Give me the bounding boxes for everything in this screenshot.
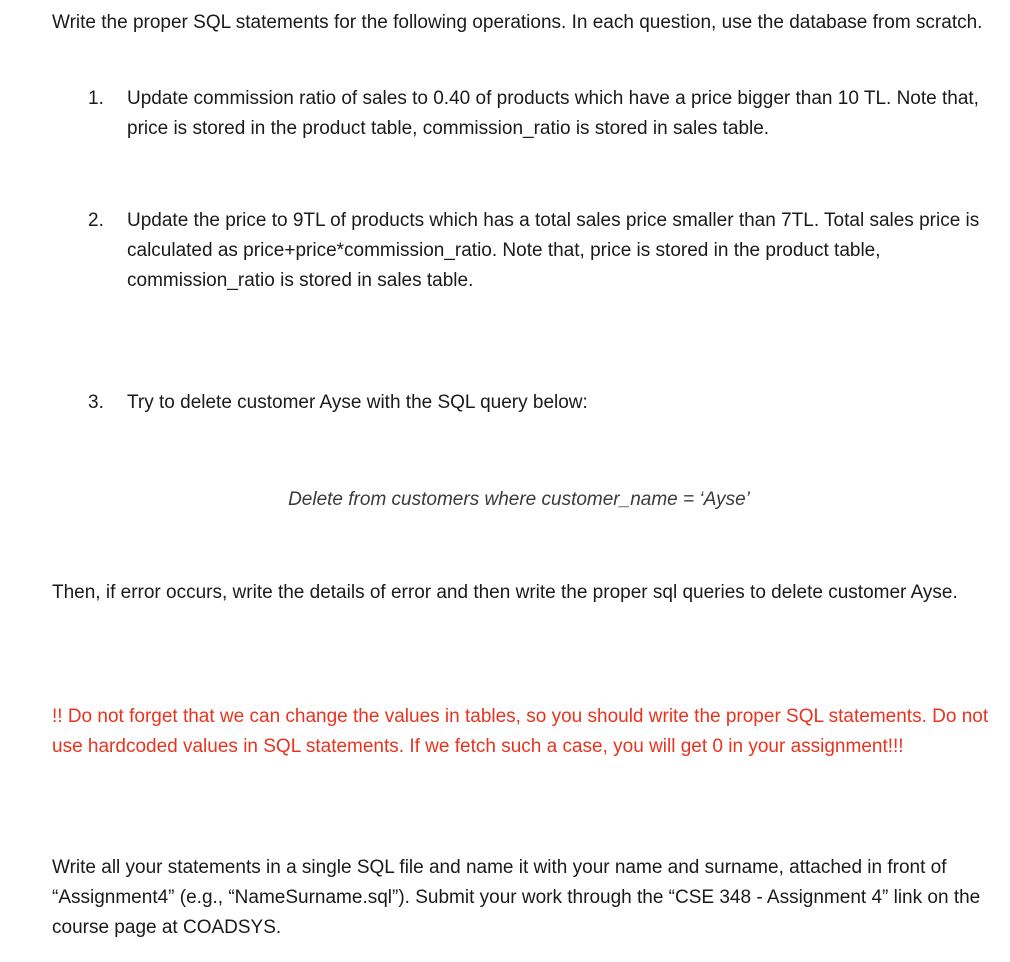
question-3-text: Try to delete customer Ayse with the SQL query below: (127, 392, 588, 413)
question-3-number: 3. (88, 392, 104, 413)
submission-paragraph: Write all your statements in a single SQL file and name it with your name and surname, attached in front of “Assignment4” (e.g., “NameSurname.sql”). Submit your work through the “CSE 348 - Assignment 4” link on the course page at COADSYS. (52, 857, 981, 938)
intro-paragraph: Write the proper SQL statements for the following operations. In each question, use the database from scratch. (52, 12, 983, 33)
sql-query-example: Delete from customers where customer_name = ‘Ayse’ (288, 489, 750, 510)
question-2-number: 2. (88, 210, 104, 231)
warning-paragraph: !! Do not forget that we can change the values in tables, so you should write the proper SQL statements. Do not use hardcoded values in SQL statements. If we fetch such a case, you will get 0 in your assignment!!! (52, 706, 989, 757)
question-2-text: Update the price to 9TL of products which has a total sales price smaller than 7TL. Total sales price is calculated as price+price*commission_ratio. Note that, price is stored in the product table, commission_ratio is stored in sales table. (127, 210, 980, 291)
follow-up-paragraph: Then, if error occurs, write the details of error and then write the proper sql queries to delete customer Ayse. (52, 582, 958, 603)
question-1-text: Update commission ratio of sales to 0.40 of products which have a price bigger than 10 TL. Note that, price is stored in the product table, commission_ratio is stored in sales table. (127, 88, 979, 139)
question-1-number: 1. (88, 88, 104, 109)
